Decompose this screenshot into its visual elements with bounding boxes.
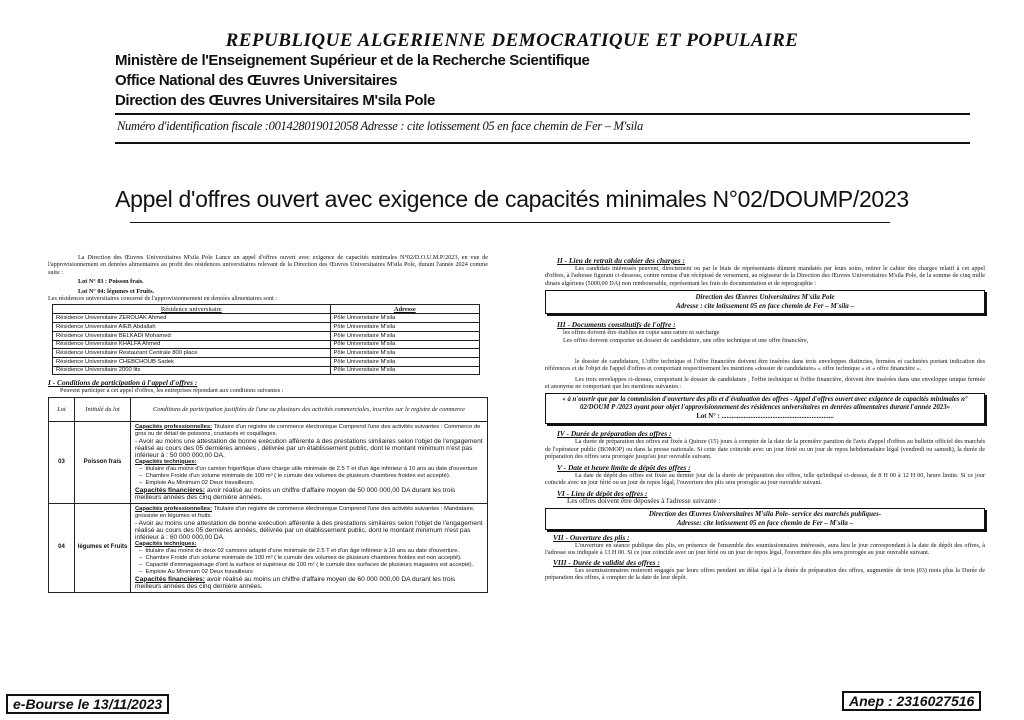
section-3-line: Les offres doivent comporter un dossier de candidature, une offre technique et une offre financière, — [563, 336, 809, 344]
section-2-heading: II - Lieu de retrait du cahier des charges : — [557, 256, 685, 265]
label: Capacités financières: — [135, 486, 205, 494]
address-cell: Pôle Universitaire M'sila — [330, 323, 479, 332]
column-header: Lot — [49, 397, 75, 421]
table-row — [53, 314, 480, 323]
label: Capacités techniques: — [135, 540, 197, 547]
tech-item: – Emploie Au Minimum 02 Deux travailleurs. — [139, 479, 255, 486]
tech-item: – Emploie Au Minimum 02 Deux travailleurs — [139, 568, 253, 575]
table-row — [53, 349, 480, 358]
table-row — [53, 323, 480, 332]
divider — [115, 142, 970, 144]
attestation-text: - Avoir au moins une attestation de bonne exécution afférente à des prestations similaires selon l'objet de l'engagement réalisé au cours des 05 dernières années , délivrée par un établissement public, dont le montant minimum n'est pas inférieur à : 50 000 000,00 DA. — [135, 437, 483, 459]
intro-paragraph: La Direction des Œuvres Universitaires M'sila Pole Lance un appel d'offres ouvert avec exigence de capacités minimales N°02/D.O.U.M.P/2023, en vue de l'approvisionnement en denrées alimentaires au profit des résidences universitaires relevant de la Direction des Œuvres Universitaires M'sila Pole, durant l'année 2024 comme suite : — [48, 254, 488, 276]
section-7-heading: VII - Ouverture des plis : — [553, 532, 630, 542]
section-6-text: Les offres doivent être déposées à l'adresse suivante : — [567, 497, 721, 506]
label: Capacités financières: — [135, 575, 205, 583]
deposit-address-box — [545, 508, 985, 530]
section-3-paragraph: le dossier de candidature, L'offre technique et l'offre financière doivent être insérées dans trois enveloppes distinctes, fermées et cachetées portant indication des références et de l'objet de l'appel d'offres et comportant respectivement les mentions «dossier de candidature» « offre technique » et « offre financière ». — [545, 358, 985, 373]
section-3-line: les offres doivent être établies en copie sans rature ni surcharge — [563, 329, 720, 337]
table-row — [53, 340, 480, 349]
section-3-heading: III - Documents constitutifs de l'offre : — [557, 320, 676, 330]
tech-item: – Chambre Froide d'un volume minimale de 100 m³ ( le cumule des volumes de plusieurs chambres froides est non accepté). — [139, 554, 462, 561]
box-line: Direction des Œuvres Universitaires M'sila Pole- service des marchés publiques- — [648, 509, 882, 518]
lot-number: 03 — [49, 421, 75, 503]
section-1-text: Peuvent participer à cet appel d'offres, les entreprises répondant aux conditions suivantes : — [60, 387, 284, 395]
residence-cell: Résidence Universitaire KHALFA Ahmed — [53, 340, 331, 349]
address-cell: Pôle Universitaire M'sila — [330, 366, 479, 375]
tech-item-text: titulaire d'au moins de deux 02 camions adapté d'une minimale de 2.5 T et d'un âge inférieur à 10 ans au date d'ouverture. — [145, 547, 460, 554]
section-7-text: L'ouverture en séance publique des plis, en présence de l'ensemble des soumissionnaires intéressés, aura lieu le jour correspondant à la date de dépôt des offres, à l'adresse sus indiquée à 13 H 00. Si ce jour coïncide avec un jour férié ou un jour de repos légal, l'ouverture des plis sera prorogée au jour ouvrable suivant. — [545, 541, 985, 557]
residence-cell: Résidence Universitaire CHEBCHOUB Sadek — [53, 357, 331, 366]
box-text: « à n'ouvrir que par la commission d'ouverture des plis et d'évaluation des offres - Appel d'offres ouvert avec exigence de capacités minimales n° 02/DOUM P /2023 ayant pour objet l'approvisionnement des résidences universitaires en denrées alimentaires durant l'année 2023» — [562, 395, 968, 412]
address-box — [545, 290, 985, 314]
label: Capacités professionnelles: — [135, 423, 212, 430]
residences-intro: Les résidences universitaires concerné de l'approvisionnement en denrées alimentaires sont : — [48, 295, 277, 303]
section-3-paragraph: Les trois enveloppes ci-dessus, comportant le dossier de candidature , l'offre technique et l'offre financière, doivent être insérées dans une enveloppe unique fermée et anonyme ne comportant que les mentions suivantes : — [545, 375, 985, 391]
address-cell: Pôle Universitaire M'sila — [330, 314, 479, 323]
divider — [115, 113, 970, 115]
section-6-heading: VI - Lieu de dépôt des offres : — [557, 489, 648, 499]
box-line: Direction des Œuvres Universitaires M'sila Pole — [695, 293, 835, 302]
label: Capacités techniques: — [135, 458, 197, 465]
lot-conditions — [131, 421, 488, 503]
lot-number: 04 — [49, 503, 75, 592]
residences-table — [52, 304, 480, 375]
address-cell: Pôle Universitaire M'sila — [330, 340, 479, 349]
direction-line: Direction des Œuvres Universitaires M'sila Pole — [115, 92, 435, 109]
address-cell: Pôle Universitaire M'sila — [330, 349, 479, 358]
left-column — [48, 254, 488, 593]
table-row — [53, 331, 480, 340]
tech-item: – titulaire d'au moins de deux 02 camions adapté d'une minimale de 2.5 T et d'un âge inférieur à 10 ans au date d'ouverture. — [139, 547, 460, 554]
residence-cell: Résidence Universitaire BELKADI Mohamed — [53, 331, 331, 340]
source-label: e-Bourse le 13/11/2023 — [6, 694, 169, 714]
conditions-table — [48, 397, 488, 593]
address-cell: Pôle Universitaire M'sila — [330, 357, 479, 366]
tech-item-text: Capacité d'emmagasinage d'ont la surface et supérieur de 100 m² ( le cumule des surfaces de plusieurs magasins est accepté). — [145, 561, 474, 568]
lot-number-blank: Lot N° : .................................................................. — [696, 412, 834, 420]
label: Capacités professionnelles: — [135, 505, 212, 512]
anep-number: Anep : 2316027516 — [842, 691, 981, 711]
text: avoir réalisé au moins un chiffre d'affaire moyen de 60 000 000,00 DA durant les trois meilleurs années des cinq dernière années. — [135, 575, 456, 590]
lot-name: Poisson frais — [75, 421, 131, 503]
table-row — [49, 421, 488, 503]
column-header: Conditions de participation justifiées de l'une ou plusieurs des activités commerciales, inscrites sur le registre de commerce — [131, 397, 488, 421]
lot-4-line: Lot N° 04: légumes et Fruits. — [78, 287, 155, 295]
section-8-heading: VIII - Durée de validité des offres : — [553, 557, 660, 567]
attestation-text: - Avoir au moins une attestation de bonne exécution afférente à des prestations similaires selon l'objet de l'engagement réalisé au cours des 05 dernières années, délivrée par un établissement public, dont le montant minimum n'est pas inférieur à : 60 000 000,00 DA. — [135, 519, 483, 541]
column-header: Intitulé du lot — [75, 397, 131, 421]
fiscal-id-line: Numéro d'identification fiscale :001428019012058 Adresse : cite lotissement 05 en face chemin de Fer – M'sila — [117, 119, 643, 133]
tech-item-text: titulaire d'au moins d'un camion frigorifique d'une charge utile minimale de 2.5 T et d'un âge inférieur à 10 ans au date d'ouverture — [145, 465, 478, 472]
table-row — [53, 366, 480, 375]
tech-item-text: Chambre Froide d'un volume minimale de 100 m³ ( le cumule des volumes de plusieurs chambres froides est non accepté). — [145, 554, 462, 561]
text: avoir réalisé au moins un chiffre d'affaire moyen de 50 000 000,00 DA durant les trois meilleurs années des cinq dernière années. — [135, 486, 456, 501]
section-1-heading: I - Conditions de participation à l'appel d'offres : — [48, 378, 198, 388]
republic-heading: REPUBLIQUE ALGERIENNE DEMOCRATIQUE ET POPULAIRE — [225, 30, 799, 51]
envelope-mention-box — [545, 393, 985, 425]
office-line: Office National des Œuvres Universitaires — [115, 72, 398, 89]
box-line: Adresse: cite lotissement 05 en face chemin de Fer – M'sila – — [676, 518, 854, 527]
divider — [130, 222, 890, 223]
residence-cell: Résidence Universitaire AIEB Abdallah — [53, 323, 331, 332]
lot-conditions — [131, 503, 488, 592]
table-row — [49, 503, 488, 592]
section-4-heading: IV - Durée de préparation des offres : — [557, 429, 672, 439]
residence-cell: Résidence Universitaire Restaurant Centrale 800 place — [53, 349, 331, 358]
lot-3-line: Lot N° 03 : Poisson frais. — [78, 278, 144, 286]
column-header: Adresse — [330, 305, 479, 314]
tech-item-text: Emploie Au Minimum 02 Deux travailleurs. — [145, 479, 255, 486]
tech-item-text: Chambre Froide d'un volume minimale de 100 m³ ( le cumule des volumes de plusieurs chambres froides est accepté). — [145, 472, 451, 479]
residence-cell: Résidence Universitaire ZEROUAK Ahmed — [53, 314, 331, 323]
tech-item-text: Emploie Au Minimum 02 Deux travailleurs — [145, 568, 253, 575]
section-5-text: La date de dépôt des offres est fixée au dernier jour de la durée de préparation des offres, telle qu'indiqué ci-dessus, de 8 H 00 à 12 H 00, heure limite. Si ce jour coïncide avec un jour férié ou un jour de repos légal, l'ouverture des plis sera prorogée au jour ouvrable suivant. — [545, 471, 985, 487]
section-2-text: Les candidats intéressés peuvent, directement ou par le biais de représentants dûment mandatés par leurs soins, retirer le cahier des charges relatif à cet appel d'offres, à l'adresse figurant ci-dessous, contre remise d'un récépissé de versement, au régisseur de la Direction des Œuvres Universitaires M'sila Pole, de la somme de cinq mille dinars algériens (5000,00 DA) non remboursable, représentant les frais de documentation et de reprographie : — [545, 265, 985, 287]
right-column — [545, 256, 985, 582]
lot-name: légumes et Fruits — [75, 503, 131, 592]
ministry-line: Ministère de l'Enseignement Supérieur et de la Recherche Scientifique — [115, 52, 590, 69]
tech-item: – Chambre Froide d'un volume minimale de 100 m³ ( le cumule des volumes de plusieurs chambres froides est accepté). — [139, 472, 451, 479]
text: Titulaire d'un registre de commerce électronique Comprend l'une des activités suivantes : Commerce de gros ou de détail de poissons, crustacés et coquillages. — [135, 423, 481, 437]
tech-item: – titulaire d'au moins d'un camion frigorifique d'une charge utile minimale de 2.5 T et d'un âge inférieur à 10 ans au date d'ouverture — [139, 465, 478, 472]
section-5-heading: V - Date et heure limite de dépôt des offres : — [557, 462, 691, 472]
table-row — [53, 357, 480, 366]
address-cell: Pôle Universitaire M'sila — [330, 331, 479, 340]
section-8-text: Les soumissionnaires resteront engagés par leurs offres pendant un délai égal à la durée de préparation des offres, augmentée de trois (03) mois plus la Durée de préparation des offres, à compter de la date de leur dépôt. — [545, 566, 985, 582]
section-4-text: La durée de préparation des offres est fixée à Quinze (15) jours à compter de la date de la première parution de l'avis d'appel d'offres au bulletin officiel des marchés de l'opérateur public (BOMOP) ou dans la presse nationale. Si cette date coïncide avec un jour férié ou un jour de repos hebdomadaire légal (vendredi ou samedi), la durée de préparation des offres sera prorogée jusqu'au jour ouvrable suivant. — [545, 438, 985, 461]
residence-cell: Résidence Universitaire 2000 lits — [53, 366, 331, 375]
page-title: Appel d'offres ouvert avec exigence de capacités minimales N°02/DOUMP/2023 — [115, 186, 909, 212]
column-header: Résidence universitaire — [53, 305, 331, 314]
box-line: Adresse : cite lotissement 05 en face chemin de Fer – M'sila – — [675, 302, 855, 311]
text: Titulaire d'un registre de commerce électronique Comprend l'une des activités suivantes : Mandataire, grossiste en légumes et fruits. — [135, 505, 475, 519]
tech-item: – Capacité d'emmagasinage d'ont la surface et supérieur de 100 m² ( le cumule des surfaces de plusieurs magasins est accepté). — [139, 561, 474, 568]
